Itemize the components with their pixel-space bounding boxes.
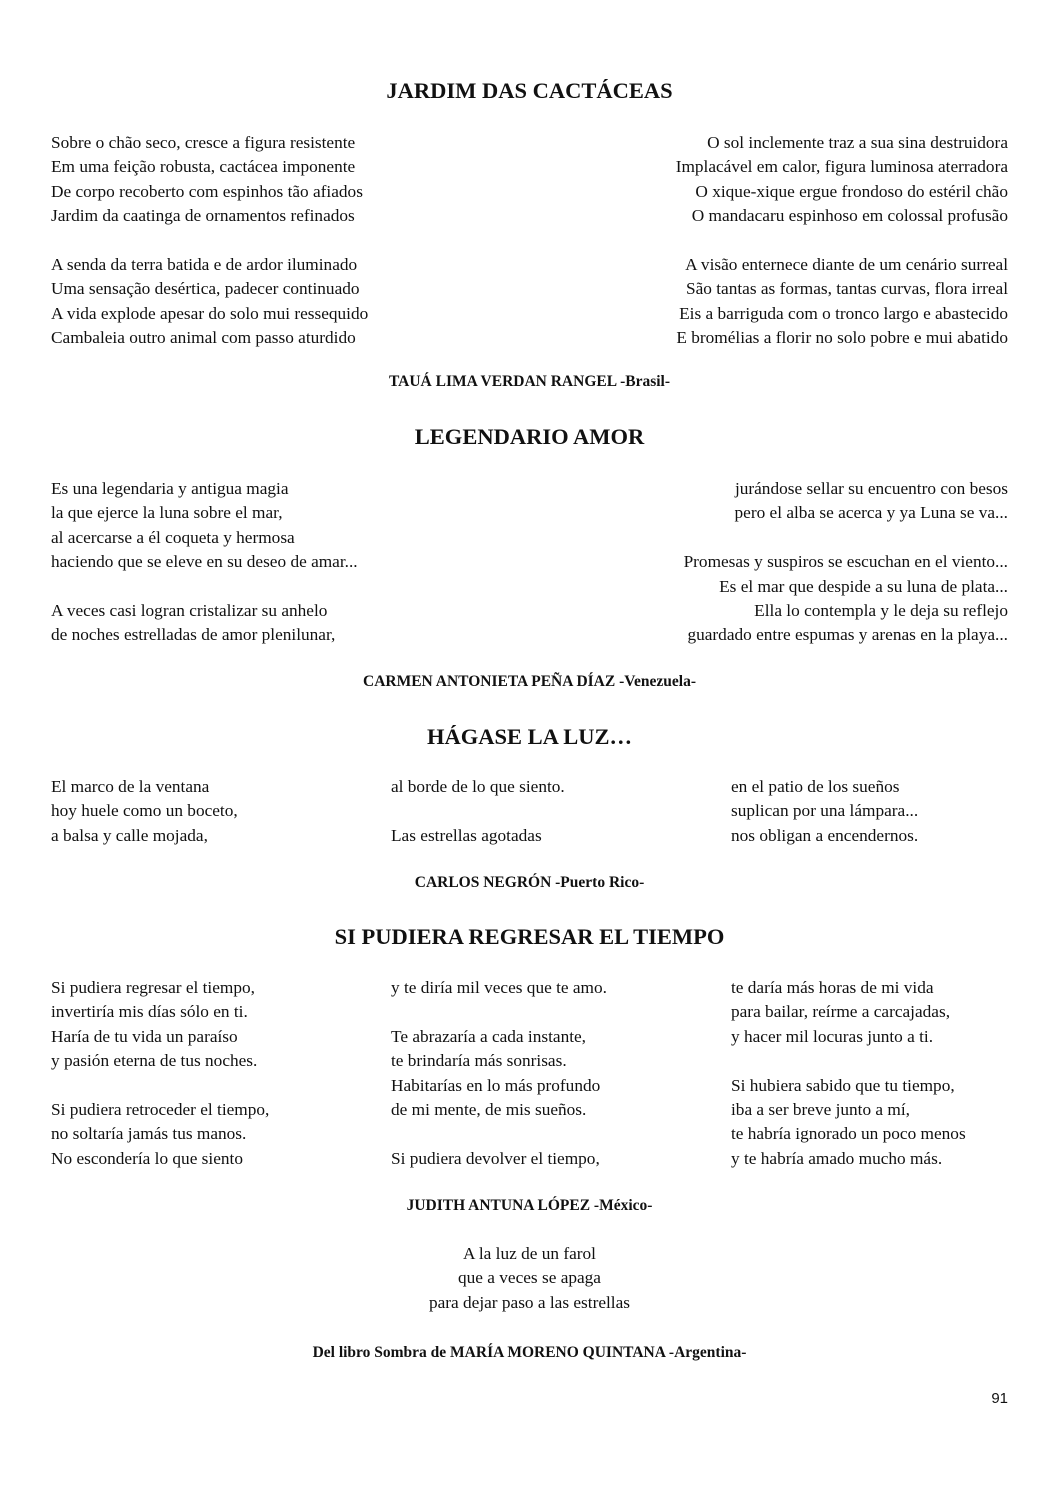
poem-legendario-left-column: Es una legendaria y antigua magia la que ejerce la luna sobre el mar, al acercarse a él coqueta y hermosa haciendo que se eleve en su deseo de amar... A veces casi logran cristalizar su anhelo de noches estrelladas de amor plenilunar, xyxy=(51,479,358,645)
poem-hagase-column-2: al borde de lo que siento. Las estrellas agotadas xyxy=(391,777,565,845)
poem-jardim-right-column: O sol inclemente traz a sua sina destruidora Implacável em calor, figura luminosa aterradora O xique-xique ergue frondoso do estéril chão O mandacaru espinhoso em colossal profusão A visão enternece diante de um cenário surreal São tantas as formas, tantas curvas, flora irreal Eis a barriguda com o tronco largo e abastecido E bromélias a florir no solo pobre e mui abatido xyxy=(675,133,1008,348)
author-si-pudiera: JUDITH ANTUNA LÓPEZ -México- xyxy=(406,1197,653,1214)
poem-si-pudiera-column-2: y te diría mil veces que te amo. Te abrazaría a cada instante, te brindaría más sonrisas. Habitarías en lo más profundo de mi mente, de mis sueños. Si pudiera devolver el tiempo, xyxy=(391,978,607,1168)
author-jardim: TAUÁ LIMA VERDAN RANGEL -Brasil- xyxy=(388,373,671,390)
poem-hagase-column-1: El marco de la ventana hoy huele como un boceto, a balsa y calle mojada, xyxy=(51,777,238,845)
page-number: 91 xyxy=(991,1390,1008,1407)
poem-title-legendario: LEGENDARIO AMOR xyxy=(414,424,645,449)
author-farol: Del libro Sombra de MARÍA MORENO QUINTANA -Argentina- xyxy=(312,1344,747,1361)
author-hagase: CARLOS NEGRÓN -Puerto Rico- xyxy=(414,874,645,891)
poem-si-pudiera-column-1: Si pudiera regresar el tiempo, invertiría mis días sólo en ti. Haría de tu vida un paraíso y pasión eterna de tus noches. Si pudiera retroceder el tiempo, no soltaría jamás tus manos. No escondería lo que siento xyxy=(51,978,270,1168)
author-legendario: CARMEN ANTONIETA PEÑA DÍAZ -Venezuela- xyxy=(363,673,696,690)
poem-title-hagase: HÁGASE LA LUZ… xyxy=(426,724,633,749)
poem-hagase-column-3: en el patio de los sueños suplican por una lámpara... nos obligan a encendernos. xyxy=(731,777,919,845)
poem-legendario-right-column: jurándose sellar su encuentro con besos pero el alba se acerca y ya Luna se va... Promesas y suspiros se escuchan en el viento... Es el mar que despide a su luna de plata... Ella lo contempla y le deja su reflejo guardado entre espumas y arenas en la playa... xyxy=(683,479,1008,645)
poem-farol-stanza: A la luz de un farol que a veces se apaga para dejar paso a las estrellas xyxy=(428,1244,631,1312)
poem-title-si-pudiera: SI PUDIERA REGRESAR EL TIEMPO xyxy=(334,924,725,949)
poem-title-jardim: JARDIM DAS CACTÁCEAS xyxy=(386,78,673,103)
poem-jardim-left-column: Sobre o chão seco, cresce a figura resistente Em uma feição robusta, cactácea imponente De corpo recoberto com espinhos tão afiados Jardim da caatinga de ornamentos refinados A senda da terra batida e de ardor iluminado Uma sensação desértica, padecer continuado A vida explode apesar do solo mui ressequido Cambaleia outro animal com passo aturdido xyxy=(51,133,369,348)
poem-si-pudiera-column-3: te daría más horas de mi vida para bailar, reírme a carcajadas, y hacer mil locuras junto a ti. Si hubiera sabido que tu tiempo, iba a ser breve junto a mí, te habría ignorado un poco menos y te habría amado mucho más. xyxy=(731,978,966,1168)
